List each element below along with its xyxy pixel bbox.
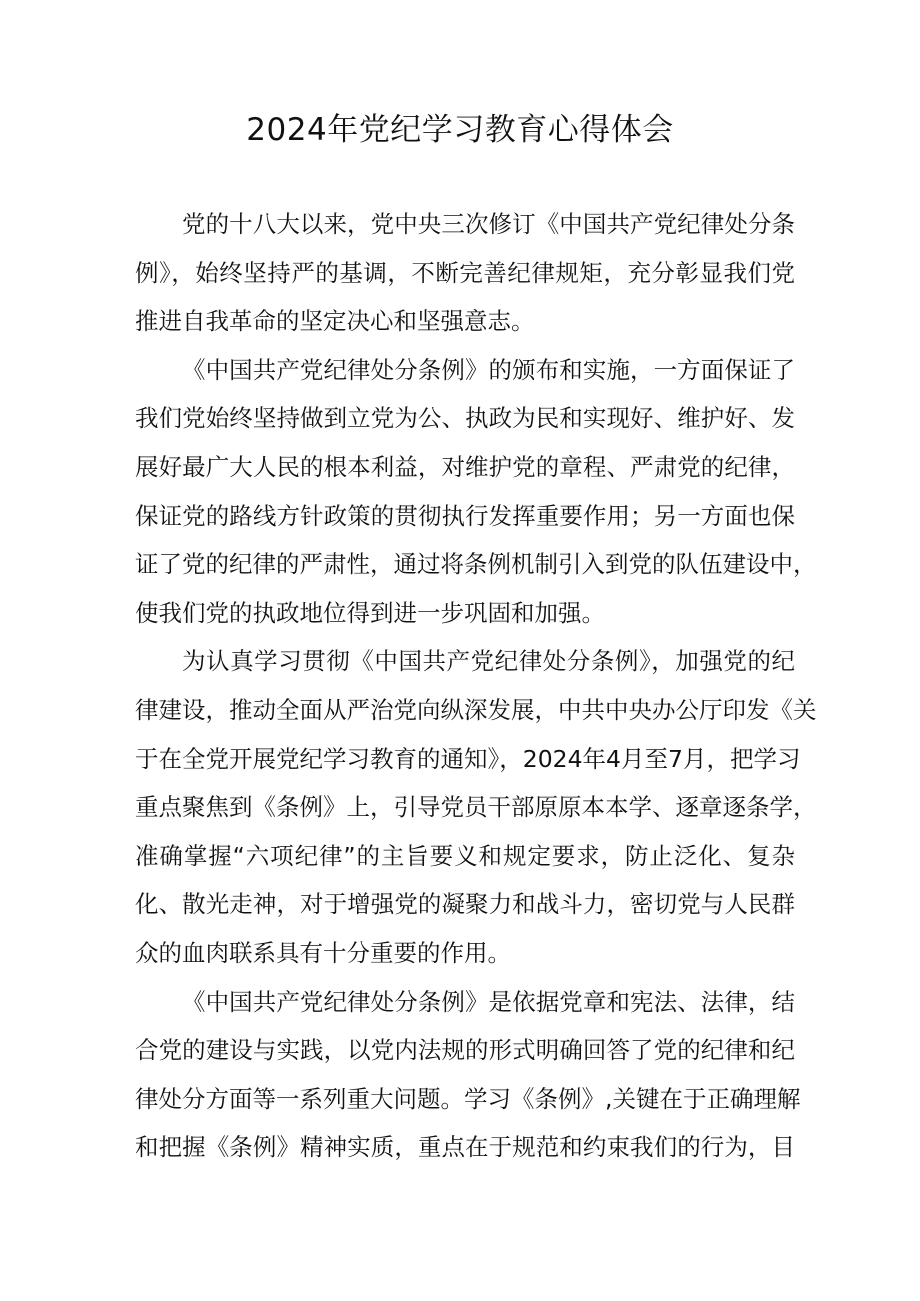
paragraph-line: 律建设，推动全面从严治党向纵深发展，中共中央办公厅印发《关 [135, 695, 817, 724]
paragraph-2 [135, 346, 817, 638]
document-title: 2024年党纪学习教育心得体会 [246, 112, 674, 148]
paragraph-line: 使我们党的执政地位得到进一步巩固和加强。 [135, 598, 605, 627]
paragraph-line: 众的血肉联系具有十分重要的作用。 [135, 938, 511, 967]
paragraph-4 [135, 978, 801, 1172]
paragraph-line: 推进自我革命的坚定决心和坚强意志。 [135, 307, 535, 336]
document-body [135, 200, 817, 1172]
paragraph-line: 为认真学习贯彻《中国共产党纪律处分条例》，加强党的纪 [182, 647, 795, 676]
paragraph-line: 我们党始终坚持做到立党为公、执政为民和实现好、维护好、发 [135, 404, 795, 433]
paragraph-line: 党的十八大以来，党中央三次修订《中国共产党纪律处分条 [182, 210, 795, 238]
paragraph-line: 保证党的路线方针政策的贯彻执行发挥重要作用；另一方面也保 [135, 501, 795, 530]
paragraph-line: 重点聚焦到《条例》上，引导党员干部原原本本学、逐章逐条学， [135, 793, 817, 822]
paragraph-line: 律处分方面等一系列重大问题。学习《条例》,关键在于正确理解 [135, 1084, 801, 1113]
paragraph-line: 《中国共产党纪律处分条例》的颁布和实施，一方面保证了 [182, 355, 795, 384]
paragraph-line: 合党的建设与实践，以党内法规的形式明确回答了党的纪律和纪 [135, 1036, 795, 1065]
paragraph-1 [135, 200, 795, 346]
paragraph-line: 于在全党开展党纪学习教育的通知》，2024年4月至7月，把学习 [135, 744, 801, 773]
paragraph-line: 证了党的纪律的严肃性，通过将条例机制引入到党的队伍建设中， [135, 550, 817, 579]
paragraph-line: 准确掌握“六项纪律”的主旨要义和规定要求，防止泛化、复杂 [135, 841, 795, 870]
paragraph-line: 化、散光走神，对于增强党的凝聚力和战斗力，密切党与人民群 [135, 890, 795, 919]
paragraph-line: 《中国共产党纪律处分条例》是依据党章和宪法、法律，结 [182, 987, 795, 1016]
paragraph-line: 例》，始终坚持严的基调，不断完善纪律规矩，充分彰显我们党 [135, 258, 795, 287]
paragraph-line: 和把握《条例》精神实质，重点在于规范和约束我们的行为，目 [135, 1133, 795, 1162]
paragraph-3 [135, 637, 817, 977]
paragraph-line: 展好最广大人民的根本利益，对维护党的章程、严肃党的纪律， [135, 452, 795, 481]
